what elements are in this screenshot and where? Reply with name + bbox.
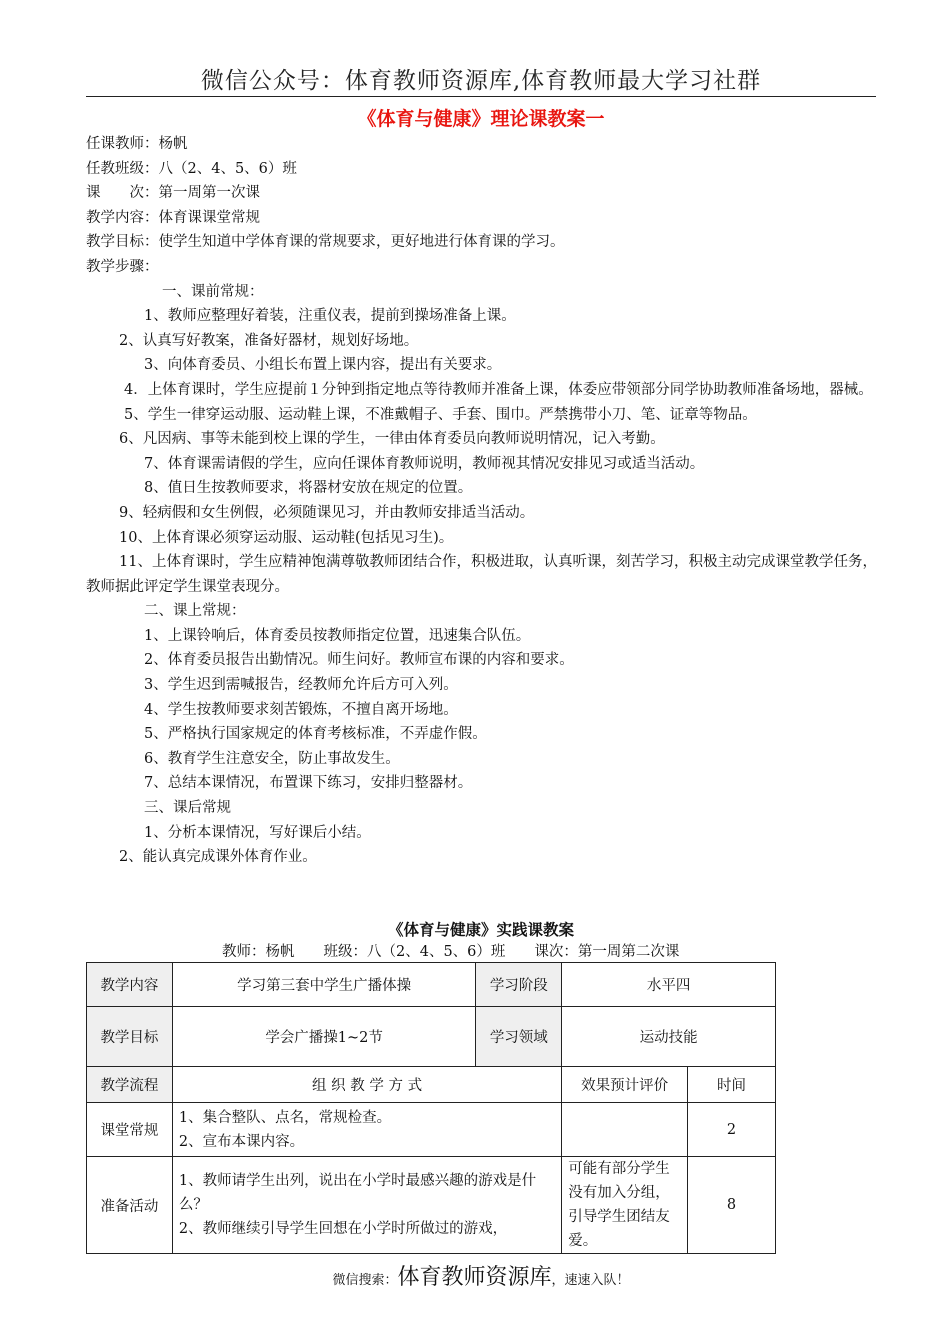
column-header: 教学流程 [87, 1067, 173, 1103]
lesson1-body [86, 132, 878, 870]
label-cell: 教学内容 [87, 963, 173, 1007]
step-item: 1、上课铃响后，体育委员按教师指定位置，迅速集合队伍。 [144, 627, 531, 644]
section-heading: 一、课前常规： [162, 283, 264, 300]
step-item: 3、学生迟到需喊报告，经教师允许后方可入列。 [144, 677, 458, 694]
page-header: 微信公众号：体育教师资源库,体育教师最大学习社群 [200, 68, 762, 94]
step-item: 1、教师应整理好着装，注重仪表，提前到操场准备上课。 [144, 308, 516, 325]
step-item: 1、分析本课情况，写好课后小结。 [144, 824, 371, 841]
step-item: 5、学生一律穿运动服、运动鞋上课，不准戴帽子、手套、围巾。严禁携带小刀、笔、证章等物品。 [124, 406, 757, 423]
table-row [87, 1157, 776, 1254]
section-heading: 二、课上常规： [144, 603, 246, 620]
value-cell: 学会广播操1~2节 [172, 1007, 476, 1067]
footer-prefix: 微信搜索： [332, 1273, 398, 1288]
table-row [87, 1103, 776, 1157]
step-item: 8、值日生按教师要求，将器材安放在规定的位置。 [144, 480, 473, 497]
content-line: 2、宣布本课内容。 [178, 1133, 305, 1150]
time-cell: 2 [688, 1103, 776, 1157]
step-item: 11、上体育课时，学生应精神饱满尊敬教师团结合作，积极进取，认真听课，刻苦学习，积极主动完成课堂教学任务，教师据此评定学生课堂表现分。 [86, 554, 877, 595]
lesson1-title: 《体育与健康》理论课教案一 [357, 108, 605, 130]
content-line: 1、教师请学生出列，说出在小学时最感兴趣的游戏是什么？ [178, 1173, 537, 1213]
info-session: 课 次：第一周第一次课 [86, 185, 260, 202]
step-item: 3、向体育委员、小组长布置上课内容，提出有关要求。 [144, 357, 502, 374]
footer-main: 体育教师资源库 [397, 1265, 552, 1290]
column-header: 组 织 教 学 方 式 [172, 1067, 561, 1103]
section-heading: 三、课后常规 [144, 800, 231, 817]
info-objective: 教学目标：使学生知道中学体育课的常规要求，更好地进行体育课的学习。 [86, 234, 565, 251]
step-item: 7、总结本课情况，布置课下练习，安排归整器材。 [144, 775, 473, 792]
step-item: 2、能认真完成课外体育作业。 [119, 849, 317, 866]
value-cell: 运动技能 [562, 1007, 776, 1067]
time-cell: 8 [688, 1157, 776, 1254]
page-footer [86, 1260, 876, 1291]
step-item: 5、严格执行国家规定的体育考核标准，不弄虚作假。 [144, 726, 487, 743]
table-row [87, 963, 776, 1007]
column-header: 时间 [688, 1067, 776, 1103]
content-line: 2、教师继续引导学生回想在小学时所做过的游戏， [178, 1221, 508, 1237]
content-cell [172, 1157, 561, 1254]
footer-suffix: ，速速入队！ [551, 1273, 630, 1288]
effect-cell: 可能有部分学生没有加入分组，引导学生团结友爱。 [562, 1157, 688, 1254]
step-item: 4．上体育课时，学生应提前１分钟到指定地点等待教师并准备上课，体委应带领部分同学协助教师准备场地，器械。 [124, 381, 873, 398]
info-class: 任教班级：八（2、4、5、6）班 [86, 160, 297, 177]
step-item: 6、教育学生注意安全，防止事故发生。 [144, 750, 400, 767]
label-cell: 学习领域 [476, 1007, 562, 1067]
label-cell: 教学目标 [87, 1007, 173, 1067]
label-cell: 学习阶段 [476, 963, 562, 1007]
value-cell: 学习第三套中学生广播体操 [172, 963, 476, 1007]
lesson2-meta: 教师：杨帆 班级：八（2、4、5、6）班 课次：第一周第二次课 [222, 944, 680, 960]
lesson2-title: 《体育与健康》实践课教案 [387, 920, 574, 939]
info-steps-label: 教学步骤： [86, 258, 159, 275]
lesson-plan-table [86, 962, 776, 1254]
value-cell: 水平四 [562, 963, 776, 1007]
header-divider [86, 96, 876, 97]
content-line: 1、集合整队、点名，常规检查。 [178, 1109, 392, 1126]
table-row [87, 1007, 776, 1067]
column-header: 效果预计评价 [562, 1067, 688, 1103]
effect-cell [562, 1103, 688, 1157]
step-item: 7、体育课需请假的学生，应向任课体育教师说明，教师视其情况安排见习或适当活动。 [144, 455, 705, 472]
step-item: 4、学生按教师要求刻苦锻炼，不擅自离开场地。 [144, 701, 458, 718]
step-item: 2、体育委员报告出勤情况。师生问好。教师宣布课的内容和要求。 [144, 652, 574, 669]
stage-cell: 课堂常规 [87, 1103, 173, 1157]
table-header-row [87, 1067, 776, 1103]
step-item: 10、上体育课必须穿运动服、运动鞋(包括见习生)。 [119, 529, 454, 546]
step-item: 6、凡因病、事等未能到校上课的学生，一律由体育委员向教师说明情况，记入考勤。 [119, 431, 665, 448]
step-item: 9、轻病假和女生例假，必须随课见习，并由教师安排适当活动。 [119, 504, 535, 521]
info-teacher: 任课教师：杨帆 [86, 136, 188, 152]
content-cell [172, 1103, 561, 1157]
step-item: 2、认真写好教案，准备好器材，规划好场地。 [119, 332, 419, 349]
info-content: 教学内容：体育课课堂常规 [86, 209, 260, 226]
stage-cell: 准备活动 [87, 1157, 173, 1254]
